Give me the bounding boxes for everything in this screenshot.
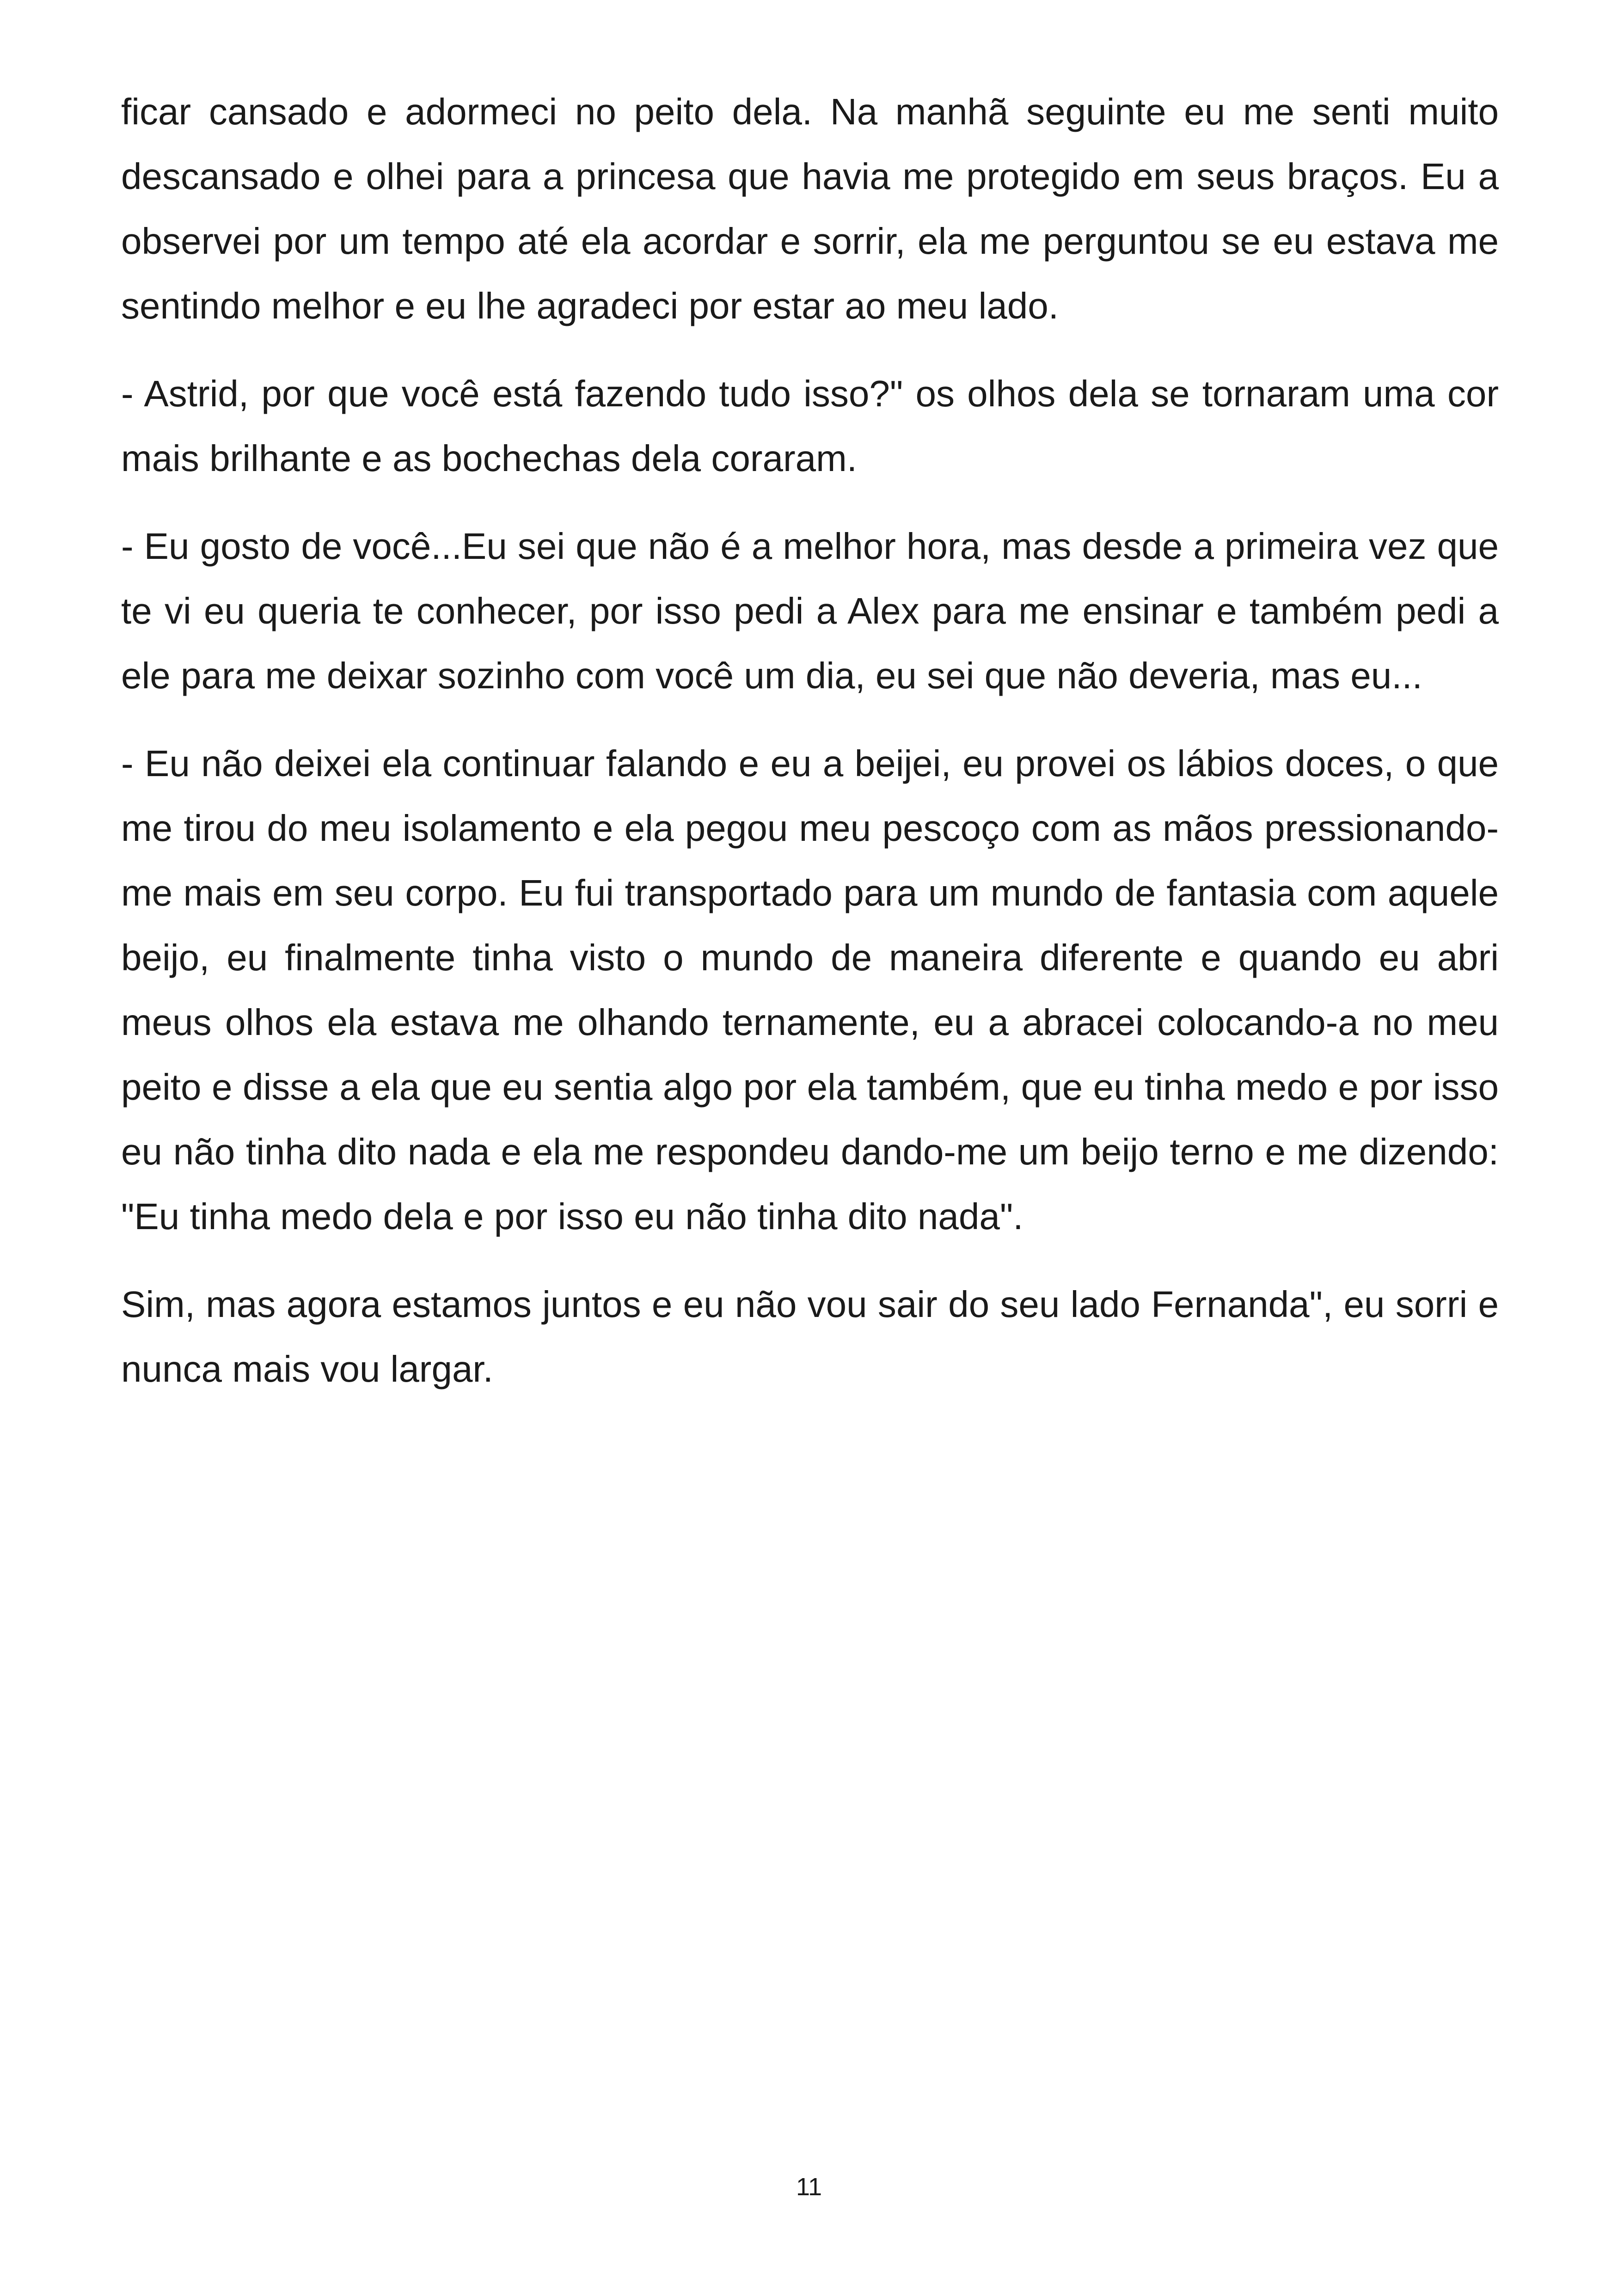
page-number: 11 <box>796 2173 822 2201</box>
paragraph-3: - Eu gosto de você...Eu sei que não é a melhor hora, mas desde a primeira vez que te vi eu queria te conhecer, por isso pedi a Alex para me ensinar e também pedi a ele para me deixar sozinho com você um dia, eu sei que não deveria, mas eu... <box>121 526 1499 696</box>
paragraph-2: - Astrid, por que você está fazendo tudo isso?" os olhos dela se tornaram uma cor mais brilhante e as bochechas dela coraram. <box>121 373 1499 479</box>
paragraph-5: Sim, mas agora estamos juntos e eu não vou sair do seu lado Fernanda", eu sorri e nunca mais vou largar. <box>121 1284 1499 1390</box>
body-text <box>121 80 1499 1425</box>
paragraph-4: - Eu não deixei ela continuar falando e eu a beijei, eu provei os lábios doces, o que me tirou do meu isolamento e ela pegou meu pescoço com as mãos pressionando-me mais em seu corpo. Eu fui transportado para um mundo de fantasia com aquele beijo, eu finalmente tinha visto o mundo de maneira diferente e quando eu abri meus olhos ela estava me olhando ternamente, eu a abracei colocando-a no meu peito e disse a ela que eu sentia algo por ela também, que eu tinha medo e por isso eu não tinha dito nada e ela me respondeu dando-me um beijo terno e me dizendo: "Eu tinha medo dela e por isso eu não tinha dito nada". <box>121 743 1499 1237</box>
paragraph-1: ficar cansado e adormeci no peito dela. Na manhã seguinte eu me senti muito descansado e olhei para a princesa que havia me protegido em seus braços. Eu a observei por um tempo até ela acordar e sorrir, ela me perguntou se eu estava me sentindo melhor e eu lhe agradeci por estar ao meu lado. <box>121 91 1499 326</box>
